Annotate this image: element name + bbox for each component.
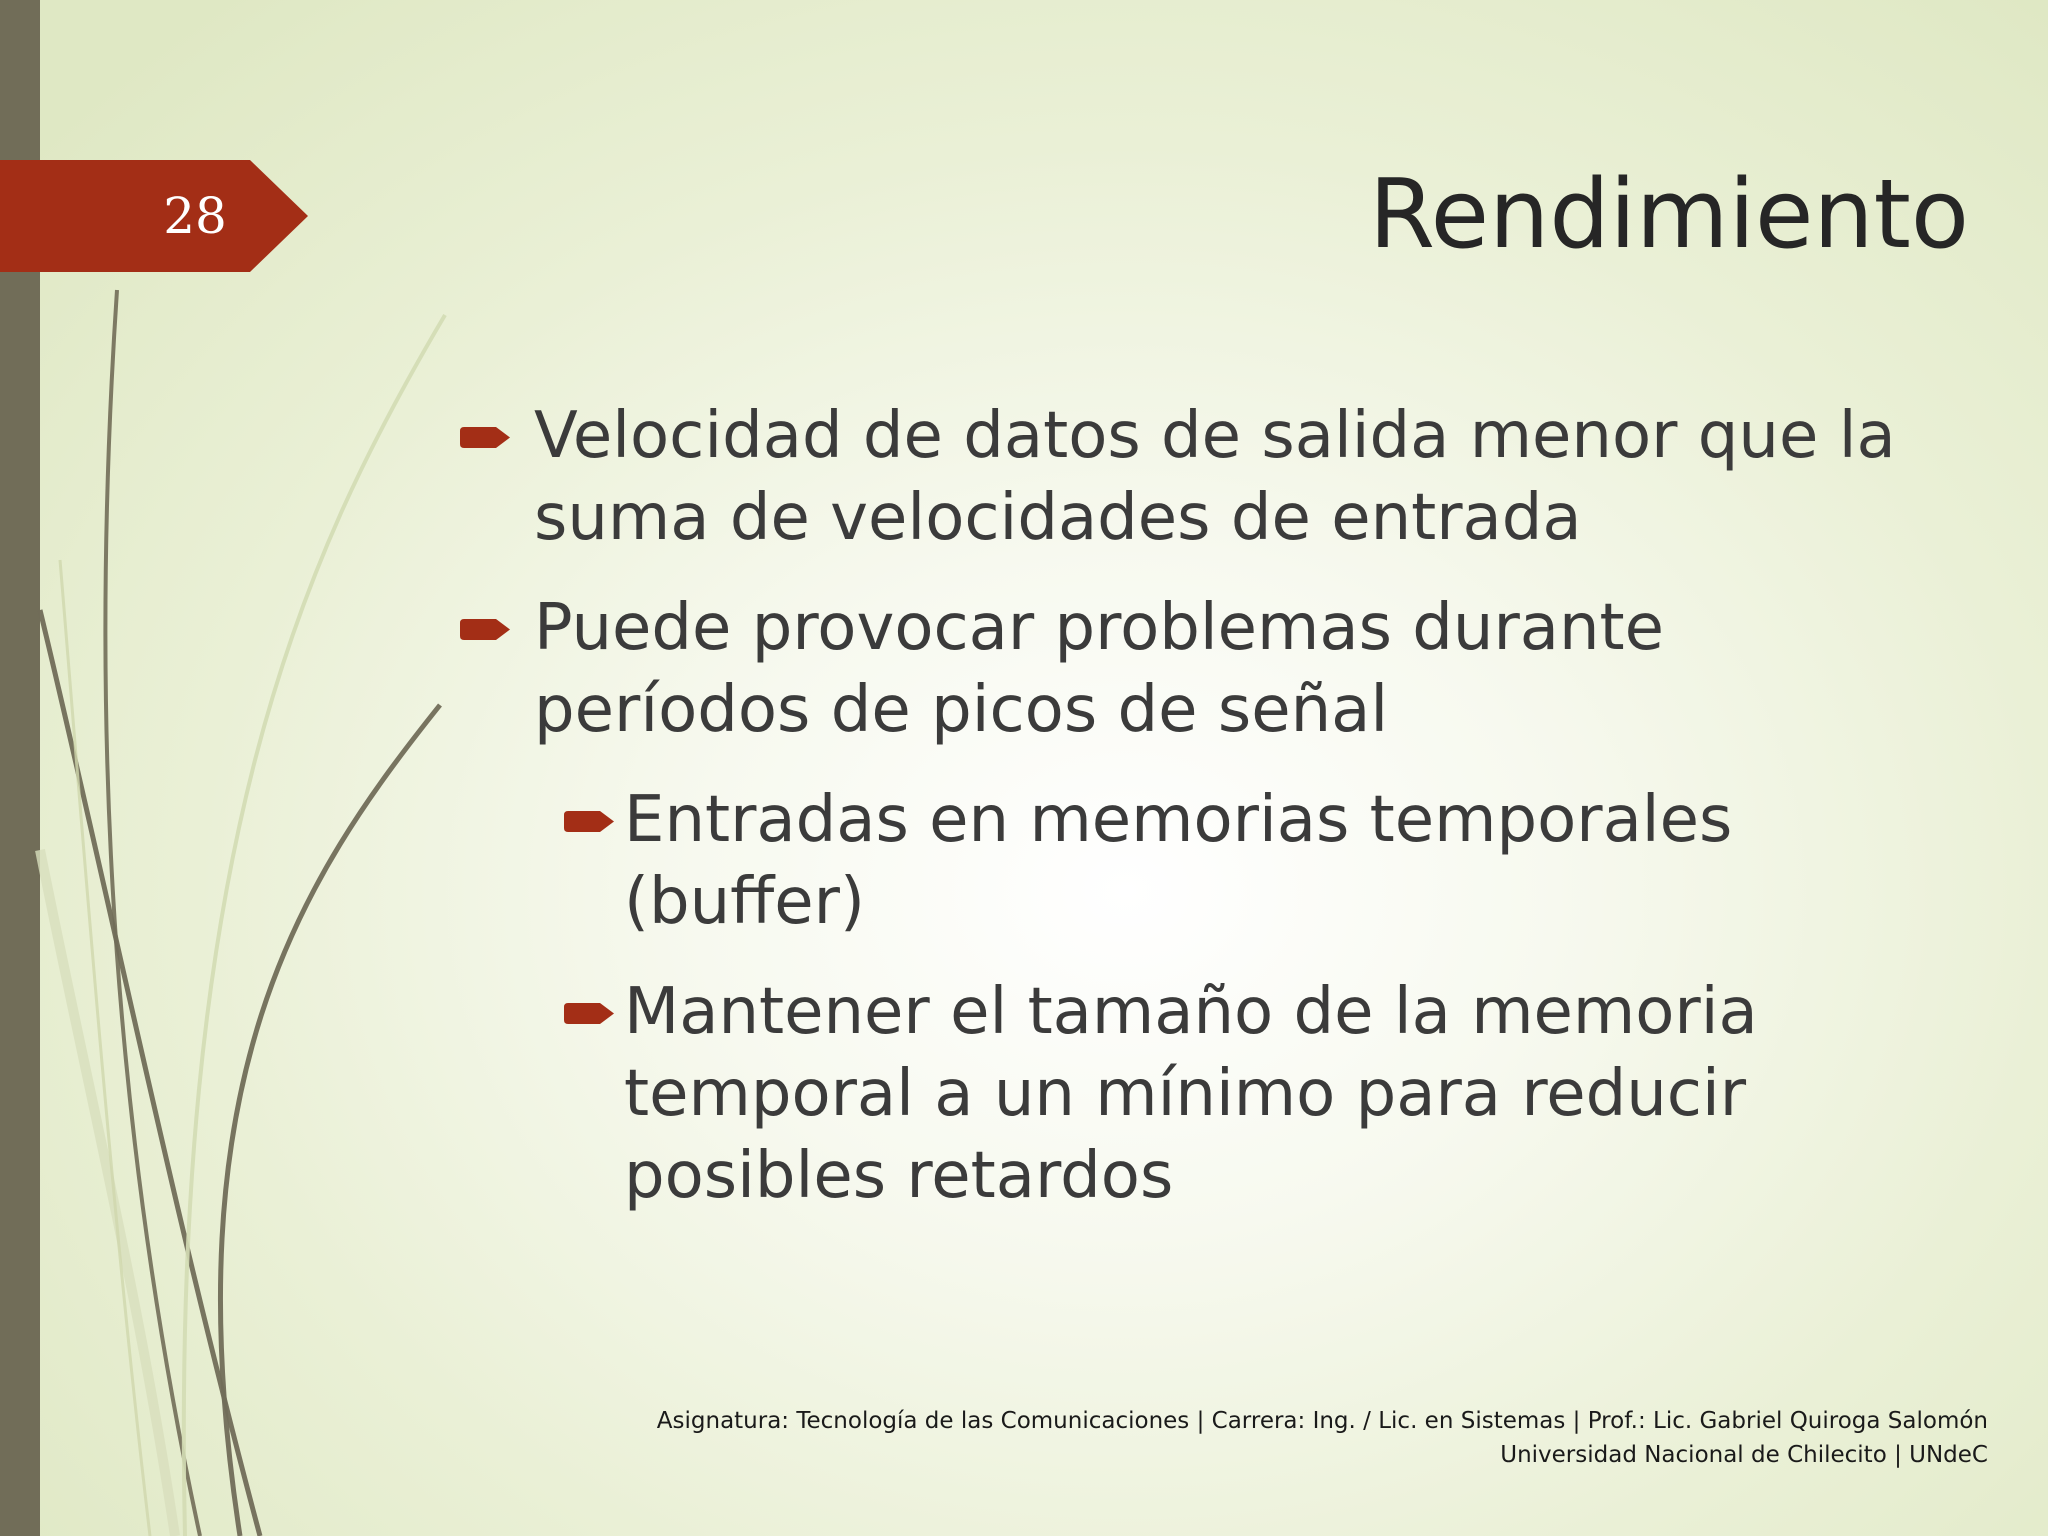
footer-line-course: Asignatura: Tecnología de las Comunicaciones | Carrera: Ing. / Lic. en Sistemas | Prof.: Lic. Gabriel Quiroga Salomón	[656, 1408, 1988, 1434]
footer-line-university: Universidad Nacional de Chilecito | UNdeC	[1500, 1442, 1988, 1468]
page-number: 28	[163, 187, 227, 245]
decor-stroke	[40, 850, 175, 1536]
sub-bullet-item	[460, 971, 1960, 1217]
arrow-bullet-icon	[460, 424, 512, 451]
bullet-text: Velocidad de datos de salida menor que la suma de velocidades de entrada	[534, 399, 1896, 555]
arrow-bullet-icon	[564, 808, 616, 835]
sub-bullet-text: Entradas en memorias temporales (buffer)	[624, 783, 1733, 939]
bullet-list	[460, 395, 1960, 1245]
footer	[657, 1404, 1988, 1472]
decor-stroke	[220, 705, 440, 1536]
slide-title: Rendimiento	[1368, 160, 1969, 270]
sub-bullet-item	[460, 779, 1960, 943]
bullet-item	[460, 587, 1960, 751]
sub-bullet-text: Mantener el tamaño de la memoria temporal a un mínimo para reducir posibles retardos	[624, 975, 1758, 1213]
bullet-text: Puede provocar problemas durante períodos de picos de señal	[534, 591, 1664, 747]
arrow-bullet-icon	[460, 616, 512, 643]
bullet-item	[460, 395, 1960, 559]
arrow-bullet-icon	[564, 1000, 616, 1027]
